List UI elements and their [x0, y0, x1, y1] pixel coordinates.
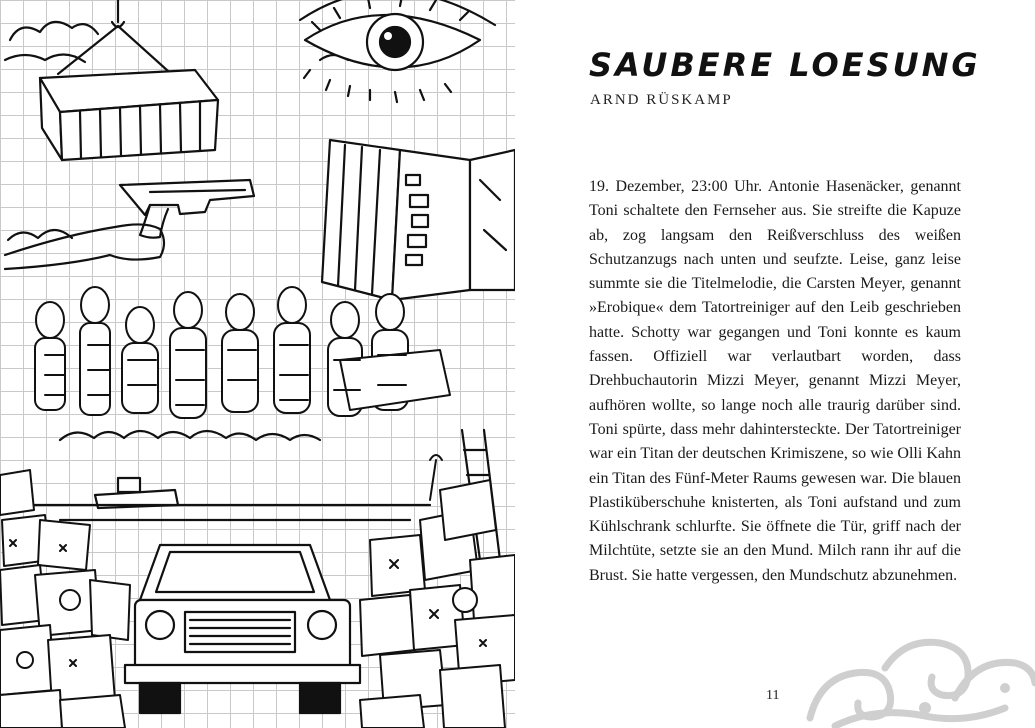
eye-drawing: [300, 0, 495, 102]
crane-hook-drawing: [58, 0, 178, 80]
illustration-page: [0, 0, 515, 728]
left-crate-pile-drawing: [0, 470, 130, 728]
container-door-drawing: [322, 140, 515, 300]
wrapped-bodies-drawing: [35, 287, 450, 418]
page-number: 11: [766, 688, 780, 703]
right-debris-pile-drawing: [360, 455, 515, 728]
car-drawing: [125, 545, 360, 713]
cargo-ship-drawing: [30, 478, 430, 520]
hanging-container-drawing: [40, 70, 218, 160]
pistol-hand-drawing: [5, 180, 254, 269]
ink-drawing: [0, 0, 515, 728]
story-body: 19. Dezember, 23:00 Uhr. Antonie Hasenäcker, genannt Toni schaltete den Fernseher aus. Sie streifte die Kapuze ab, zog langsam den Reißverschluss des weißen Schutzanzugs nach unten und seufzte. Leise, ganz leise summte sie die Titelmelodie, die Carsten Meyer, genannt »Erobique« dem Tatortreiniger auf den Leib geschrieben hatte. Schotty war gegangen und Toni konnte es kaum fassen. Offiziell war verlautbart worden, dass Drehbuchautorin Mizzi Meyer, genannt Mizzi Meyer, aufhören wollte, so lange noch alle traurig darüber sind. Toni spürte, dass mehr dahintersteckte. Der Tatortreiniger war ein Titan der deutschen Krimiszene, so wie Olli Kahn ein Titan des Fünf-Meter Raums gewesen war. Die blauen Plastiküberschuhe knisterten, als Toni aufstand und zum Kühlschrank schlurfte. Sie öffnete die Tür, griff nach der Milchtüte, setzte sie an den Mund. Milch rann ihr auf die Brust. Sie hatte vergessen, den Mundschutz abzunehmen.: [589, 178, 961, 584]
text-page: [515, 0, 1035, 728]
author-name: ARND RÜSKAMP: [590, 92, 733, 108]
ornament-flourish-icon: [805, 628, 1035, 728]
story-title: SAUBERE LOESUNG: [589, 46, 981, 84]
